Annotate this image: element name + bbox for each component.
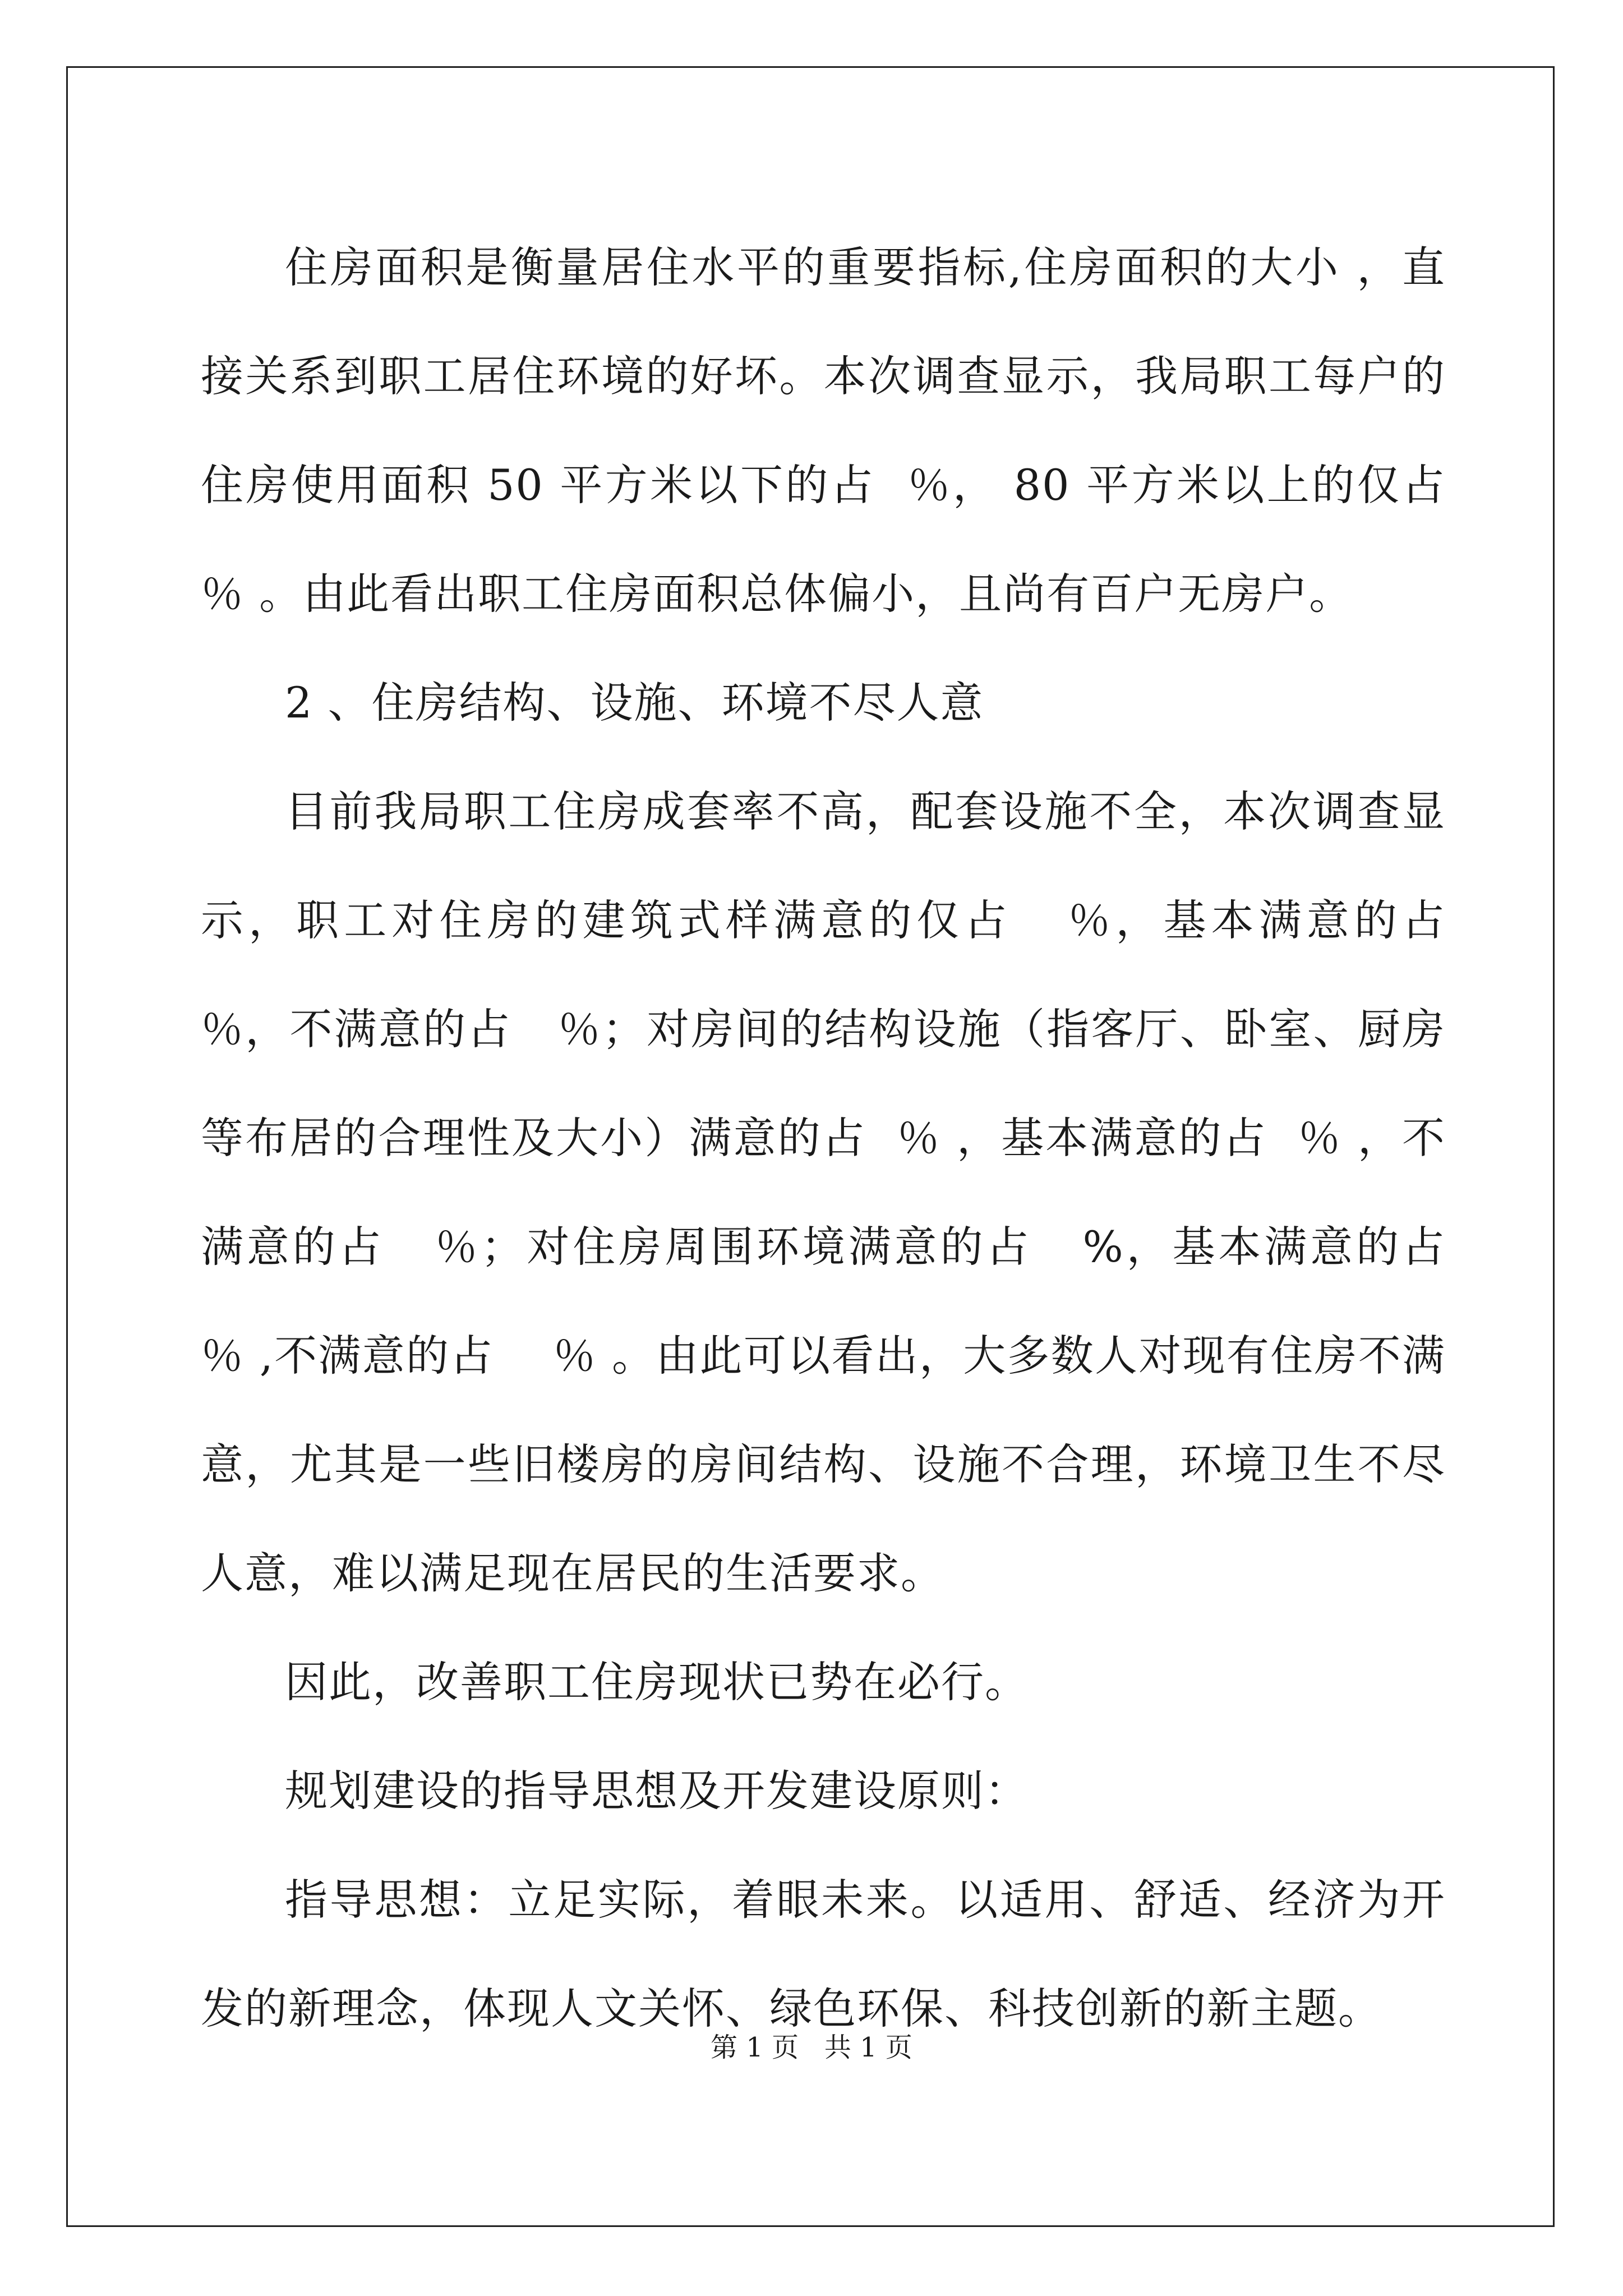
document-body: [201, 213, 1505, 2063]
page-number-footer: 第 1 页 共 1 页: [711, 2032, 912, 2063]
paragraph-conclusion: 因此，改善职工住房现状已势在必行。: [285, 1657, 1029, 1707]
paragraph-housing-area: 住房面积是衡量居住水平的重要指标,住房面积的大小 ，直接关系到职工居住环境的好坏。本次调查显示，我局职工每户的住房使用面积 50 平方米以下的占 ％， 80 平方米以上的仅占 ％ 。由此看出职工住房面积总体偏小，且尚有百户无房户。: [201, 242, 1476, 619]
paragraph-principles-heading: 规划建设的指导思想及开发建设原则：: [285, 1766, 1029, 1816]
paragraph-guiding-idea: 指导思想：立足实际，着眼未来。以适用、舒适、经济为开发的新理念，体现人文关怀、绿色环保、科技创新的新主题。: [201, 1875, 1446, 2033]
section-heading-structure: 2 、住房结构、设施、环境不尽人意: [285, 678, 984, 728]
paragraph-survey-satisfaction: 目前我局职工住房成套率不高，配套设施不全，本次调查显示，职工对住房的建筑式样满意的仅占 ％，基本满意的占 ％，不满意的占 ％；对房间的结构设施（指客厅、卧室、厨房等布居的合理性及大小）满意的占 ％ ，基本满意的占 ％ ，不满意的占 ％；对住房周围环境满意的占 %，基本满意的占 ％ ,不满意的占 ％ 。由此可以看出，大多数人对现有住房不满意，尤其是一些旧楼房的房间结构、设施不合理，环境卫生不尽人意，难以满足现在居民的生活要求。: [201, 786, 1505, 1598]
